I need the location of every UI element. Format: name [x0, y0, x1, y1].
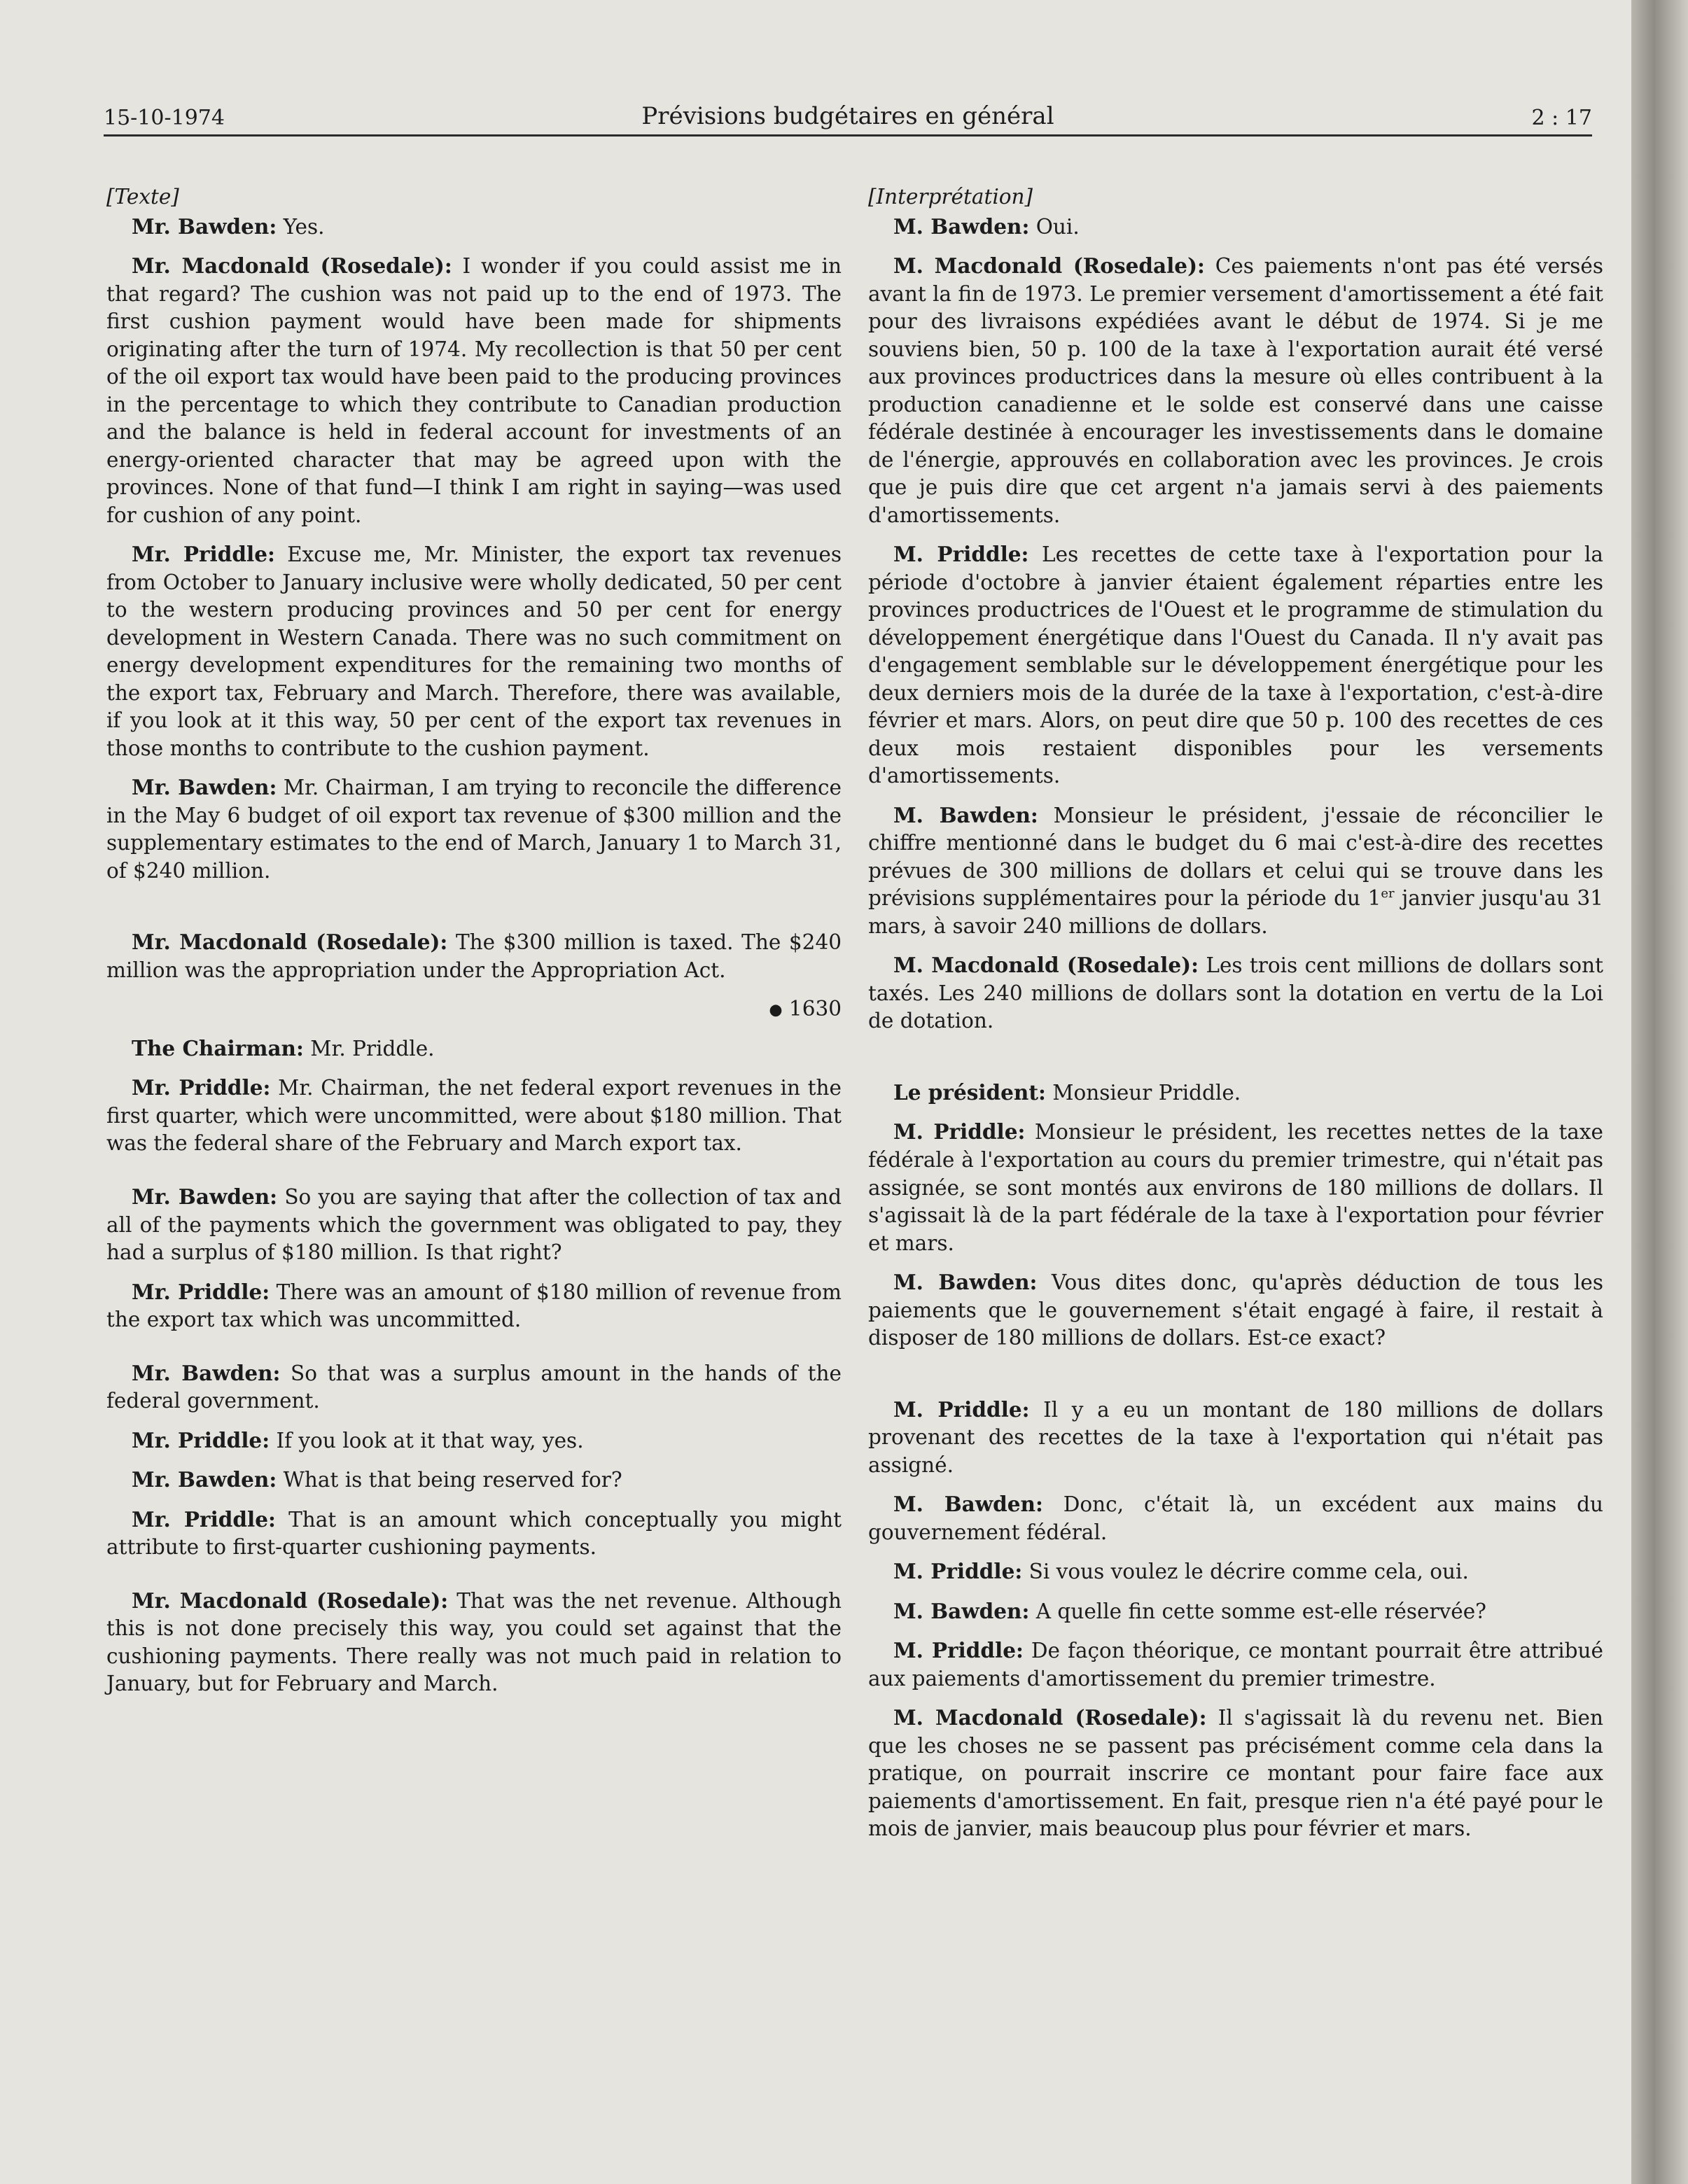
speaker-name: Mr. Macdonald (Rosedale):	[132, 1588, 449, 1613]
paragraph	[106, 928, 842, 984]
speaker-name: M. Macdonald (Rosedale):	[893, 953, 1199, 978]
paragraph	[106, 1506, 842, 1562]
speech-text: The $300 million is taxed. The $240 million was the appropriation under the Appropriation Act.	[106, 930, 842, 982]
speaker-name: Mr. Priddle:	[132, 542, 275, 567]
speaker-name: M. Bawden:	[893, 1270, 1038, 1295]
speaker-name: M. Priddle:	[893, 542, 1029, 567]
speaker-name: The Chairman:	[132, 1035, 304, 1060]
paragraph	[106, 540, 842, 762]
language-label: [Texte]	[106, 185, 179, 209]
speech-text: Monsieur Priddle.	[1045, 1080, 1241, 1105]
speaker-name: M. Macdonald (Rosedale):	[893, 253, 1205, 279]
speaker-name: Mr. Priddle:	[132, 1075, 271, 1100]
paragraph	[106, 774, 842, 885]
speech-text: Monsieur le président, les recettes nettes de la taxe fédérale à l'exportation au cours du premier trimestre, qui n'était pas assignée, se sont montés aux environs de 180 millions de dollars. Il s'agissait là de la part fédérale de la taxe à l'exportation pour février et mars.	[868, 1120, 1603, 1255]
header-date: 15-10-1974	[104, 106, 225, 130]
speech-text: That is an amount which conceptually you might attribute to first-quarter cushioning payments.	[106, 1507, 842, 1560]
speech-text: Les recettes de cette taxe à l'exportation pour la période d'octobre à janvier étaient également réparties entre les provinces productrices de l'Ouest et le programme de stimulation du développement énergétique dans l'Ouest du Canada. Il n'y avait pas d'engagement semblable sur le développement énergétique pour les deux derniers mois de la durée de la taxe à l'exportation, c'est-à-dire février et mars. Alors, on peut dire que 50 p. 100 des recettes de ces deux mois restaient disponibles pour les versements d'amortissements.	[868, 542, 1603, 788]
speaker-name: Mr. Bawden:	[132, 1467, 277, 1492]
speech-text: Excuse me, Mr. Minister, the export tax revenues from October to January inclusive were wholly dedicated, 50 per cent to the western producing provinces and 50 per cent for energy development in Western Canada. There was no such commitment on energy development expenditures for the remaining two months of the export tax, February and March. Therefore, there was available, if you look at it this way, 50 per cent of the export tax revenues in those months to contribute to the cushion payment.	[106, 542, 842, 760]
speaker-name: Mr. Priddle:	[132, 1427, 270, 1452]
paragraph	[106, 252, 842, 529]
paragraph	[868, 1268, 1603, 1352]
french-column	[868, 183, 1603, 1854]
speech-text: Yes.	[277, 214, 325, 239]
superscript: er	[1381, 886, 1395, 902]
paragraph	[868, 1558, 1603, 1586]
speech-text: Monsieur le président, j'essaie de réconcilier le chiffre mentionné dans le budget du 6 mai c'est-à-dire des recettes prévues de 300 millions de dollars et celui qui se trouve dans les prévisions supplémentaires pour la période du 1	[868, 803, 1603, 911]
speech-text: Les trois cent millions de dollars sont taxés. Les 240 millions de dollars sont la dotation en vertu de la Loi de dotation.	[868, 953, 1603, 1033]
speaker-name: Le président:	[893, 1079, 1046, 1105]
paragraph	[106, 213, 842, 241]
time-marker	[106, 995, 842, 1023]
paragraph	[868, 1597, 1603, 1626]
speech-text: Si vous voulez le décrire comme cela, oui.	[1022, 1560, 1469, 1584]
page-header	[104, 98, 1592, 136]
speaker-name: Mr. Priddle:	[132, 1279, 270, 1304]
time-marker-value: 1630	[788, 997, 842, 1021]
speaker-name: M. Priddle:	[893, 1119, 1026, 1144]
speech-text: Mr. Chairman, the net federal export revenues in the first quarter, which were uncommitted, were about $180 million. That was the federal share of the February and March export tax.	[106, 1076, 842, 1156]
paragraph	[868, 1079, 1603, 1107]
paragraph	[106, 1035, 842, 1063]
speaker-name: M. Macdonald (Rosedale):	[893, 1705, 1207, 1730]
speech-text: Vous dites donc, qu'après déduction de tous les paiements que le gouvernement s'était engagé à faire, il restait à disposer de 180 millions de dollars. Est-ce exact?	[868, 1270, 1603, 1350]
speech-text: Oui.	[1029, 214, 1080, 239]
paragraph	[868, 1637, 1603, 1693]
english-column	[106, 183, 842, 1709]
speaker-name: M. Bawden:	[893, 1492, 1043, 1517]
paragraph	[868, 1490, 1603, 1546]
paragraph	[106, 1278, 842, 1334]
paragraph	[868, 1396, 1603, 1480]
speech-text: If you look at it that way, yes.	[270, 1428, 584, 1452]
speech-text: Donc, c'était là, un excédent aux mains du gouvernement fédéral.	[868, 1492, 1604, 1544]
speaker-name: Mr. Bawden:	[132, 1184, 278, 1209]
speech-text: There was an amount of $180 million of revenue from the export tax which was uncommitted.	[106, 1280, 842, 1332]
speech-text: So you are saying that after the collection of tax and all of the payments which the government was obligated to pay, they had a surplus of $180 million. Is that right?	[106, 1184, 842, 1265]
paragraph	[868, 252, 1603, 529]
speech-text: A quelle fin cette somme est-elle réservée?	[1029, 1599, 1486, 1623]
speaker-name: M. Priddle:	[893, 1396, 1030, 1422]
paragraph	[106, 1466, 842, 1494]
paragraph	[106, 1427, 842, 1455]
paragraph	[106, 1183, 842, 1267]
paragraph	[868, 1118, 1603, 1257]
speaker-name: Mr. Bawden:	[132, 1360, 281, 1385]
speech-text: I wonder if you could assist me in that regard? The cushion was not paid up to the end of 1973. The first cushion payment would have been made for shipments originating after the turn of 1974. My recollection is that 50 per cent of the oil export tax would have been paid to the producing provinces in the percentage to which they contribute to Canadian production and the balance is held in federal account for investments of an energy-oriented character that may be agreed upon with the provinces. None of that fund—I think I am right in saying—was used for cushion of any point.	[106, 254, 842, 527]
speaker-name: M. Priddle:	[893, 1638, 1024, 1663]
paragraph	[106, 1587, 842, 1698]
page-edge	[1631, 0, 1688, 2184]
speech-text: So that was a surplus amount in the hands of the federal government.	[106, 1361, 842, 1413]
paragraph	[868, 802, 1603, 941]
header-page-number: 2 : 17	[1531, 106, 1592, 130]
speech-text: janvier jusqu'au 31 mars, à savoir 240 millions de dollars.	[868, 886, 1603, 938]
speech-text: Mr. Priddle.	[303, 1036, 435, 1060]
speaker-name: Mr. Bawden:	[132, 775, 277, 800]
speaker-name: M. Priddle:	[893, 1559, 1023, 1584]
header-title: Prévisions budgétaires en général	[641, 102, 1054, 130]
speaker-name: Mr. Priddle:	[132, 1506, 276, 1532]
speech-text: Il y a eu un montant de 180 millions de dollars provenant des recettes de la taxe à l'exportation qui n'était pas assigné.	[868, 1397, 1603, 1477]
paragraph	[868, 951, 1603, 1035]
speech-text: Mr. Chairman, I am trying to reconcile the difference in the May 6 budget of oil export tax revenue of $300 million and the supplementary estimates to the end of March, January 1 to March 31, of $240 million.	[106, 776, 842, 883]
language-label: [Interprétation]	[868, 185, 1033, 209]
paragraph	[868, 1704, 1603, 1843]
paragraph	[868, 540, 1603, 790]
speaker-name: Mr. Bawden:	[132, 214, 277, 239]
speech-text: Il s'agissait là du revenu net. Bien que les choses ne se passent pas précisément comme cela dans la pratique, on pourrait inscrire ce montant pour faire face aux paiements d'amortissement. En fait, presque rien n'a été payé pour le mois de janvier, mais beaucoup plus pour février et mars.	[868, 1706, 1603, 1841]
speech-text: De façon théorique, ce montant pourrait être attribué aux paiements d'amortissement du premier trimestre.	[868, 1639, 1603, 1690]
speaker-name: Mr. Macdonald (Rosedale):	[132, 930, 448, 955]
speech-text: That was the net revenue. Although this is not done precisely this way, you could set against that the cushioning payments. There really was not much paid in relation to January, but for February and March.	[106, 1588, 842, 1696]
speaker-name: M. Bawden:	[893, 214, 1030, 239]
speech-text: Ces paiements n'ont pas été versés avant la fin de 1973. Le premier versement d'amortissement a été fait pour des livraisons expédiées avant le début de 1974. Si je me souviens bien, 50 p. 100 de la taxe à l'exportation aurait été versé aux provinces productrices dans la mesure où elles contribuent à la production canadienne et le solde est conservé dans une caisse fédérale destinée à encourager les investissements dans le domaine de l'énergie, approuvés en collaboration avec les provinces. Je crois que je puis dire que cet argent n'a jamais servi à des paiements d'amortissements.	[868, 254, 1603, 527]
paragraph	[106, 1359, 842, 1415]
speaker-name: M. Bawden:	[893, 1598, 1030, 1623]
speech-text: What is that being reserved for?	[277, 1468, 622, 1492]
speaker-name: M. Bawden:	[893, 802, 1038, 827]
paragraph	[106, 1074, 842, 1158]
paragraph	[868, 213, 1603, 241]
speaker-name: Mr. Macdonald (Rosedale):	[132, 253, 452, 279]
bullet-icon: ●	[769, 1001, 783, 1019]
